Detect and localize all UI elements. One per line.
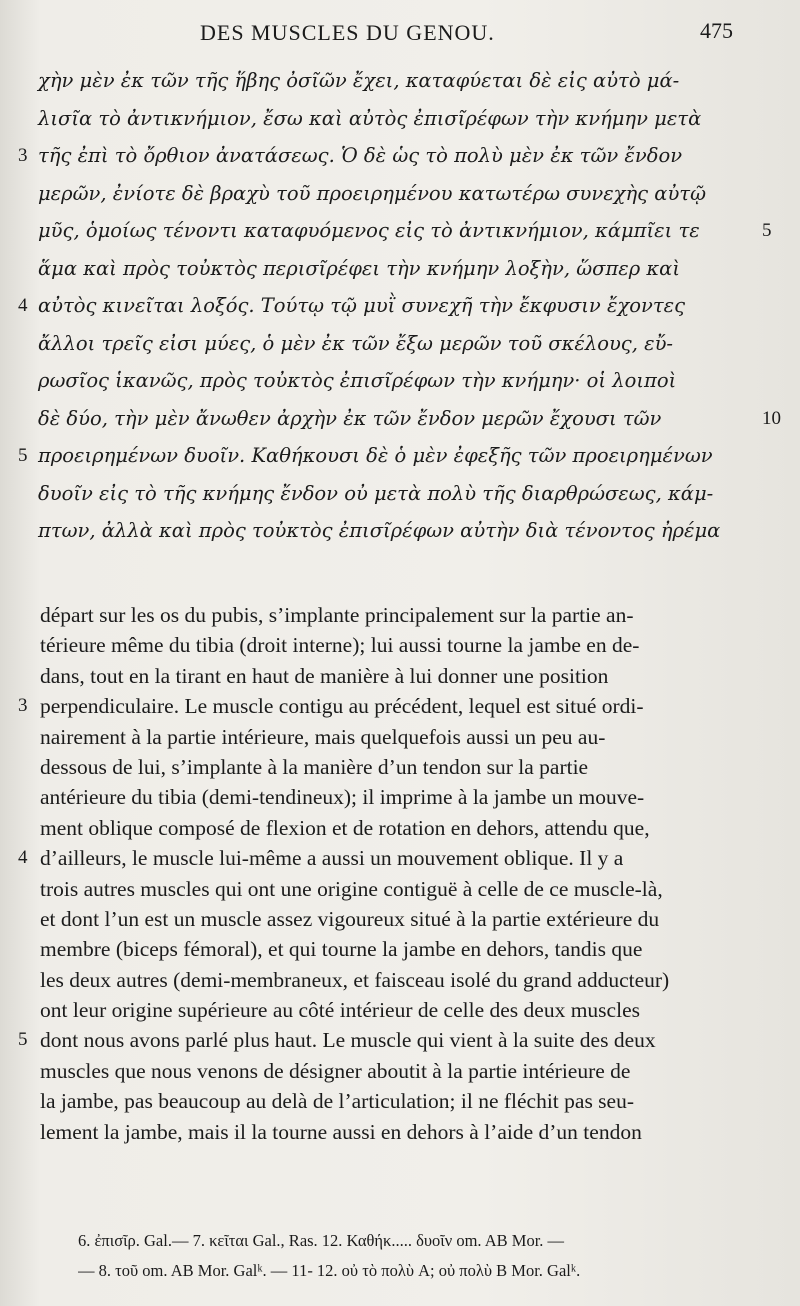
line-number-left: 5 [18,1029,28,1051]
line-text: ἄλλοι τρεῖς εἰσι μύες, ὁ μὲν ἐκ τῶν ἔξω μερῶν τοῦ σκέλους, εὔ- [38,331,674,355]
text-line [0,874,800,904]
text-line [0,437,800,475]
text-line [0,1117,800,1147]
line-text: la jambe, pas beaucoup au delà de l’articulation; il ne fléchit pas seu- [40,1089,635,1114]
line-number-left: 3 [18,695,28,717]
footnote-line: — 8. τοῦ om. AB Mor. Galᵏ. — 11- 12. οὐ τὸ πολὺ A; οὐ πολὺ B Mor. Galᵏ. [78,1261,581,1280]
line-text: muscles que nous venons de désigner aboutit à la partie intérieure de [40,1058,631,1083]
page-header [0,14,800,50]
greek-text-block [0,62,800,550]
line-text: αὐτὸς κινεῖται λοξός. Τούτῳ τῷ μυῒ συνεχῆ τὴν ἔκφυσιν ἔχοντες [38,294,686,317]
line-text: dont nous avons parlé plus haut. Le muscle qui vient à la suite des deux [40,1028,656,1053]
line-text: μερῶν, ἐνίοτε δὲ βραχὺ τοῦ προειρημένου κατωτέρω συνεχὴς αὐτῷ [38,181,706,205]
line-text: ment oblique composé de flexion et de rotation en dehors, attendu que, [40,815,650,840]
text-line [0,630,800,660]
line-text: ρωσῖος ἱκανῶς, πρὸς τοὐκτὸς ἐπισῖρέφων τὴν κνήμην· οἱ λοιποὶ [38,369,677,392]
line-text: d’ailleurs, le muscle lui-même a aussi un mouvement oblique. Il y a [40,846,624,871]
text-line [0,600,800,630]
line-text: πτων, ἀλλὰ καὶ πρὸς τοὐκτὸς ἐπισῖρέφων αὐτὴν διὰ τένοντος ἠρέμα [38,519,721,542]
text-line [0,934,800,964]
line-text: trois autres muscles qui ont une origine contiguë à celle de ce muscle-là, [40,876,663,901]
line-text: dans, tout en la tirant en haut de manière à lui donner une position [40,663,609,688]
line-text: départ sur les os du pubis, s’implante principalement sur la partie an- [40,603,634,627]
text-line [0,287,800,325]
text-line [0,1056,800,1086]
line-text: lement la jambe, mais il la tourne aussi en dehors à l’aide d’un tendon [40,1119,642,1144]
line-text: antérieure du tibia (demi-tendineux); il imprime à la jambe un mouve- [40,785,645,810]
text-line [0,362,800,400]
text-line [0,62,800,100]
text-line [0,400,800,438]
line-text: χὴν μὲν ἐκ τῶν τῆς ἥβης ὀσῖῶν ἔχει, καταφύεται δὲ εἰς αὐτὸ μά- [38,69,680,92]
line-text: ἅμα καὶ πρὸς τοὐκτὸς περισῖρέφει τὴν κνήμην λοξὴν, ὥσπερ καὶ [38,256,680,280]
footnote-line: 6. ἐπισῖρ. Gal.— 7. κεῖται Gal., Ras. 12. Καθήκ..... δυοῖν om. AB Mor. — [78,1231,565,1250]
text-line [0,212,800,250]
text-line [0,1025,800,1055]
footnotes-block [78,1226,778,1286]
text-line [0,782,800,812]
line-number-left: 5 [18,445,28,466]
line-text: térieure même du tibia (droit interne); lui aussi tourne la jambe en de- [40,633,640,658]
text-line [0,325,800,363]
text-line [0,965,800,995]
line-text: δυοῖν εἰς τὸ τῆς κνήμης ἔνδον οὐ μετὰ πολὺ τῆς διαρθρώσεως, κάμ- [38,481,714,505]
line-text: membre (biceps fémoral), et qui tourne la jambe en dehors, tandis que [40,937,643,962]
text-line [0,1086,800,1116]
text-line [0,904,800,934]
line-text: δὲ δύο, τὴν μὲν ἄνωθεν ἀρχὴν ἐκ τῶν ἔνδον μερῶν ἔχουσι τῶν [38,406,662,430]
text-line [0,661,800,691]
line-text: dessous de lui, s’implante à la manière d’un tendon sur la partie [40,754,589,779]
text-line [0,752,800,782]
line-number-right: 10 [762,407,781,429]
line-text: ont leur origine supérieure au côté intérieur de celle des deux muscles [40,998,640,1023]
line-text: les deux autres (demi-membraneux, et faisceau isolé du grand adducteur) [40,967,670,992]
text-line [0,813,800,843]
text-line [0,722,800,752]
text-line [0,691,800,721]
text-line [0,250,800,288]
text-line [0,475,800,513]
line-number-left: 4 [18,847,28,869]
line-text: τῆς ἐπὶ τὸ ὄρθιον ἀνατάσεως. Ὁ δὲ ὡς τὸ πολὺ μὲν ἐκ τῶν ἔνδον [38,144,683,167]
text-line [0,843,800,873]
line-text: nairement à la partie intérieure, mais quelquefois aussi un peu au- [40,724,606,749]
line-text: προειρημένων δυοῖν. Καθήκουσι δὲ ὁ μὲν ἐφεξῆς τῶν προειρημένων [38,444,713,467]
page-number: 475 [700,18,733,43]
text-line [0,995,800,1025]
line-text: et dont l’un est un muscle assez vigoureux situé à la partie extérieure du [40,906,660,931]
french-translation-block [0,600,800,1147]
line-text: μῦς, ὁμοίως τένοντι καταφυόμενος εἰς τὸ ἀντικνήμιον, κάμπῖει τε [38,219,700,242]
line-text: perpendiculaire. Le muscle contigu au précédent, lequel est situé ordi- [40,694,644,719]
line-number-left: 3 [18,145,28,166]
line-number-left: 4 [18,295,28,316]
line-text: λισῖα τὸ ἀντικνήμιον, ἔσω καὶ αὐτὸς ἐπισῖρέφων τὴν κνήμην μετὰ [38,106,702,130]
running-title: DES MUSCLES DU GENOU. [200,20,495,45]
line-number-right: 5 [762,220,772,241]
text-line [0,175,800,213]
text-line [0,137,800,175]
text-line [0,100,800,138]
text-line [0,512,800,550]
